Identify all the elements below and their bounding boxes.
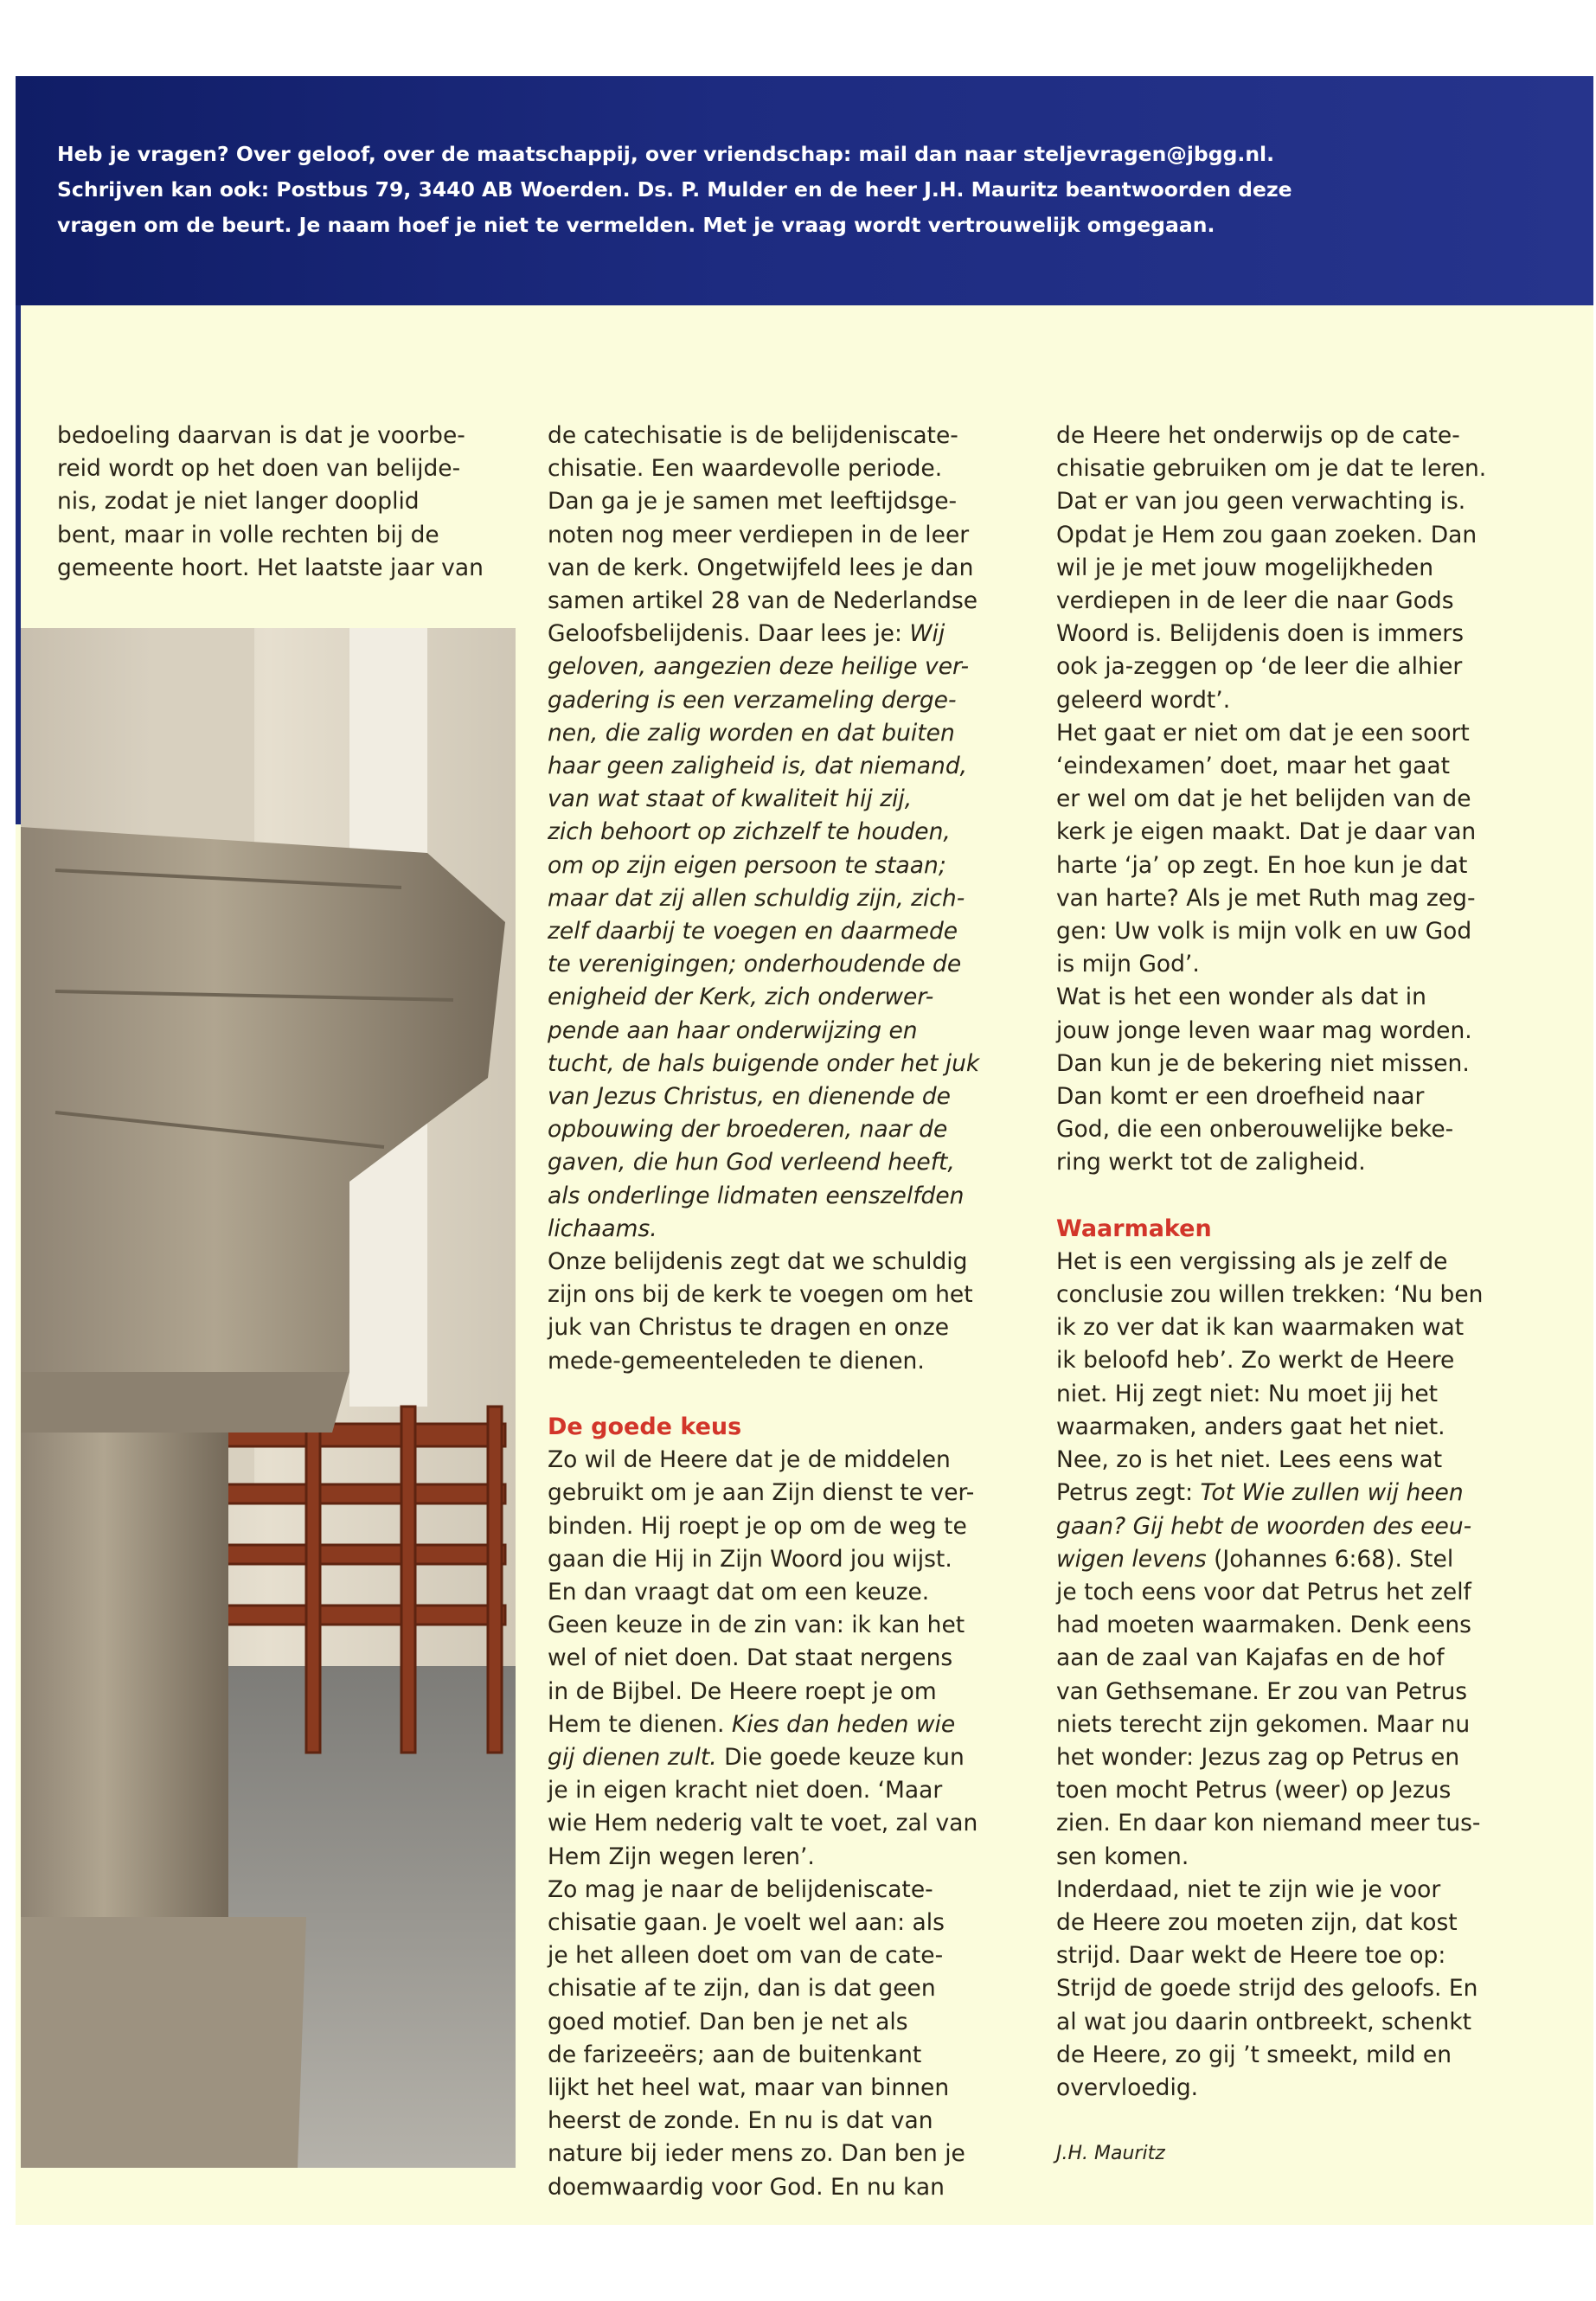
text-line: aan de zaal van Kajafas en de hof: [1056, 1644, 1445, 1672]
quote-line: zelf daarbij te voegen en daarmede: [548, 918, 958, 945]
paragraph-gap: [548, 1378, 1049, 1411]
text-line: [548, 1741, 1049, 1774]
quote-line: gaven, die hun God verleend heeft,: [548, 1149, 955, 1176]
text-line: zijn ons bij de kerk te voegen om het: [548, 1281, 973, 1309]
text-line: wie Hem nederig valt te voet, zal van: [548, 1810, 978, 1837]
text-line: al wat jou daarin ontbreekt, schenkt: [1056, 2008, 1472, 2035]
quote-line: van wat staat of kwaliteit hij zij,: [548, 785, 913, 813]
column-1: [57, 420, 524, 585]
text-line: Opdat je Hem zou gaan zoeken. Dan: [1056, 521, 1477, 548]
text-line: gaan die Hij in Zijn Woord jou wijst.: [548, 1545, 952, 1573]
section-heading: De goede keus: [548, 1413, 742, 1440]
text-line: Het is een vergissing als je zelf de: [1056, 1247, 1448, 1275]
text-line: is mijn God’.: [1056, 951, 1200, 978]
text-line: toen mocht Petrus (weer) op Jezus: [1056, 1777, 1452, 1804]
text-line: er wel om dat je het belijden van de: [1056, 785, 1471, 813]
text-line: ik zo ver dat ik kan waarmaken wat: [1056, 1314, 1465, 1342]
text-line: ‘eindexamen’ doet, maar het gaat: [1056, 753, 1451, 780]
quote-fragment: wigen levens: [1056, 1545, 1207, 1573]
text-line: Geen keuze in de zin van: ik kan het: [548, 1612, 965, 1639]
column-2: [548, 420, 1049, 2204]
text-line: de farizeeërs; aan de buitenkant: [548, 2041, 922, 2068]
text-line: noten nog meer verdiepen in de leer: [548, 521, 970, 548]
paragraph-gap: [1056, 1180, 1575, 1213]
text-line: niet. Hij zegt niet: Nu moet jij het: [1056, 1380, 1439, 1407]
text-line: je in eigen kracht niet doen. ‘Maar: [548, 1777, 943, 1804]
text-line: Dan kun je de bekering niet missen.: [1056, 1049, 1470, 1077]
text-line: harte ‘ja’ op zegt. En hoe kun je dat: [1056, 851, 1468, 879]
text-line: van harte? Als je met Ruth mag zeg-: [1056, 884, 1476, 912]
text-line: chisatie gaan. Je voelt wel aan: als: [548, 1908, 945, 1936]
quote-fragment: gij dienen zult.: [548, 1743, 717, 1771]
text-line: je toch eens voor dat Petrus het zelf: [1056, 1578, 1471, 1606]
text-line: doemwaardig voor God. En nu kan: [548, 2173, 945, 2201]
quote-line: opbouwing der broederen, naar de: [548, 1116, 948, 1144]
quote-line: van Jezus Christus, en dienende de: [548, 1083, 951, 1111]
quote-line: als onderlinge lidmaten eenszelfden: [548, 1182, 965, 1209]
banner-text: [57, 137, 1528, 243]
text-line: Dan komt er een droefheid naar: [1056, 1083, 1425, 1111]
text-line: heerst de zonde. En nu is dat van: [548, 2107, 933, 2135]
text-line: lijkt het heel wat, maar van binnen: [548, 2073, 950, 2101]
contact-banner: [16, 76, 1593, 305]
quote-line: geloven, aangezien deze heilige ver-: [548, 653, 970, 681]
column-3: [1056, 420, 1575, 2170]
photo-illustration: [21, 628, 516, 2168]
text-line: Woord is. Belijdenis doen is immers: [1056, 620, 1464, 648]
text-line: chisatie. Een waardevolle periode.: [548, 455, 943, 483]
banner-line: Heb je vragen? Over geloof, over de maatschappij, over vriendschap: mail dan naar steljevragen@jbgg.nl.: [57, 142, 1275, 166]
text-line: [1056, 1477, 1575, 1509]
text-line: de Heere, zo gij ’t smeekt, mild en: [1056, 2041, 1452, 2068]
text-line: gen: Uw volk is mijn volk en uw God: [1056, 918, 1472, 945]
text-line: ik beloofd heb’. Zo werkt de Heere: [1056, 1347, 1455, 1375]
text-line: Dan ga je je samen met leeftijdsge-: [548, 488, 958, 516]
magazine-page: [16, 76, 1593, 2225]
quote-line: maar dat zij allen schuldig zijn, zich-: [548, 884, 965, 912]
text-line: Dat er van jou geen verwachting is.: [1056, 488, 1466, 516]
baptismal-font-photo: [21, 628, 516, 2168]
text-line: reid wordt op het doen van belijde-: [57, 455, 461, 483]
text-line: Strijd de goede strijd des geloofs. En: [1056, 1975, 1478, 2003]
text-fragment: Petrus zegt:: [1056, 1479, 1194, 1507]
text-line: Nee, zo is het niet. Lees eens wat: [1056, 1446, 1443, 1474]
text-line: strijd. Daar wekt de Heere toe op:: [1056, 1942, 1446, 1970]
quote-fragment: Tot Wie zullen wij heen: [1200, 1479, 1464, 1507]
text-line: wil je je met jouw mogelijkheden: [1056, 554, 1434, 581]
text-line: de Heere het onderwijs op de cate-: [1056, 422, 1460, 449]
text-line: Zo wil de Heere dat je de middelen: [548, 1446, 951, 1474]
text-line: nis, zodat je niet langer dooplid: [57, 488, 420, 516]
quote-line: enigheid der Kerk, zich onderwer-: [548, 984, 934, 1011]
text-line: Wat is het een wonder als dat in: [1056, 984, 1426, 1011]
text-line: binden. Hij roept je op om de weg te: [548, 1512, 967, 1540]
text-line: En dan vraagt dat om een keuze.: [548, 1578, 930, 1606]
text-line: ring werkt tot de zaligheid.: [1056, 1149, 1366, 1176]
text-line: Inderdaad, niet te zijn wie je voor: [1056, 1875, 1441, 1903]
text-line: [548, 618, 1049, 651]
quote-line: lichaams.: [548, 1215, 657, 1242]
text-line: in de Bijbel. De Heere roept je om: [548, 1677, 937, 1705]
text-line: gebruikt om je aan Zijn dienst te ver-: [548, 1479, 975, 1507]
text-line: Zo mag je naar de belijdeniscate-: [548, 1875, 933, 1903]
text-fragment: Die goede keuze kun: [724, 1743, 965, 1771]
quote-line: gaan? Gij hebt de woorden des eeu-: [1056, 1512, 1472, 1540]
text-line: je het alleen doet om van de cate-: [548, 1942, 944, 1970]
text-line: conclusie zou willen trekken: ‘Nu ben: [1056, 1281, 1484, 1309]
text-line: samen artikel 28 van de Nederlandse: [548, 587, 978, 615]
quote-line: tucht, de hals buigende onder het juk: [548, 1049, 980, 1077]
text-line: nature bij ieder mens zo. Dan ben je: [548, 2140, 965, 2168]
text-fragment: Geloofsbelijdenis. Daar lees je:: [548, 620, 902, 648]
banner-line: Schrijven kan ook: Postbus 79, 3440 AB Woerden. Ds. P. Mulder en de heer J.H. Mauritz beantwoorden deze: [57, 177, 1292, 202]
text-line: Hem Zijn wegen leren’.: [548, 1843, 815, 1870]
text-line: van de kerk. Ongetwijfeld lees je dan: [548, 554, 974, 581]
text-line: chisatie gebruiken om je dat te leren.: [1056, 455, 1487, 483]
text-line: chisatie af te zijn, dan is dat geen: [548, 1975, 936, 2003]
text-line: ook ja-zeggen op ‘de leer die alhier: [1056, 653, 1463, 681]
banner-line: vragen om de beurt. Je naam hoef je niet te vermelden. Met je vraag wordt vertrouwelijk omgegaan.: [57, 213, 1215, 237]
text-line: wel of niet doen. Dat staat nergens: [548, 1644, 953, 1672]
quote-line: zich behoort op zichzelf te houden,: [548, 818, 951, 846]
quote-fragment: Kies dan heden wie: [731, 1710, 956, 1738]
text-line: waarmaken, anders gaat het niet.: [1056, 1413, 1445, 1440]
text-line: zien. En daar kon niemand meer tus-: [1056, 1810, 1481, 1837]
text-line: [548, 1708, 1049, 1741]
text-line: het wonder: Jezus zag op Petrus en: [1056, 1743, 1460, 1771]
text-line: kerk je eigen maakt. Dat je daar van: [1056, 818, 1477, 846]
text-line: jouw jonge leven waar mag worden.: [1056, 1016, 1472, 1044]
text-line: God, die een onberouwelijke beke-: [1056, 1116, 1454, 1144]
text-fragment: Hem te dienen.: [548, 1710, 725, 1738]
text-line: mede-gemeenteleden te dienen.: [548, 1347, 925, 1375]
text-line: de Heere zou moeten zijn, dat kost: [1056, 1908, 1458, 1936]
quote-line: gadering is een verzameling derge-: [548, 686, 957, 714]
quote-line: om op zijn eigen persoon te staan;: [548, 851, 946, 879]
text-line: verdiepen in de leer die naar Gods: [1056, 587, 1454, 615]
text-line: overvloedig.: [1056, 2073, 1199, 2101]
text-line: juk van Christus te dragen en onze: [548, 1314, 950, 1342]
section-heading: Waarmaken: [1056, 1215, 1212, 1242]
text-line: niets terecht zijn gekomen. Maar nu: [1056, 1710, 1471, 1738]
text-line: de catechisatie is de belijdeniscate-: [548, 422, 958, 449]
text-line: [1056, 1543, 1575, 1576]
text-line: gemeente hoort. Het laatste jaar van: [57, 554, 484, 581]
text-line: sen komen.: [1056, 1843, 1189, 1870]
text-fragment: (Johannes 6:68). Stel: [1214, 1545, 1454, 1573]
quote-line: pende aan haar onderwijzing en: [548, 1016, 918, 1044]
text-line: van Gethsemane. Er zou van Petrus: [1056, 1677, 1468, 1705]
quote-fragment: Wij: [909, 620, 945, 648]
text-line: bent, maar in volle rechten bij de: [57, 521, 439, 548]
text-line: had moeten waarmaken. Denk eens: [1056, 1612, 1471, 1639]
text-line: Het gaat er niet om dat je een soort: [1056, 719, 1470, 747]
paragraph-gap: [1056, 2105, 1575, 2138]
text-line: goed motief. Dan ben je net als: [548, 2008, 908, 2035]
text-line: geleerd wordt’.: [1056, 686, 1231, 714]
quote-line: nen, die zalig worden en dat buiten: [548, 719, 955, 747]
quote-line: haar geen zaligheid is, dat niemand,: [548, 753, 968, 780]
text-line: Onze belijdenis zegt dat we schuldig: [548, 1248, 968, 1276]
text-line: bedoeling daarvan is dat je voorbe-: [57, 422, 465, 449]
quote-line: te verenigingen; onderhoudende de: [548, 951, 962, 978]
author-signature: J.H. Mauritz: [1056, 2143, 1165, 2165]
